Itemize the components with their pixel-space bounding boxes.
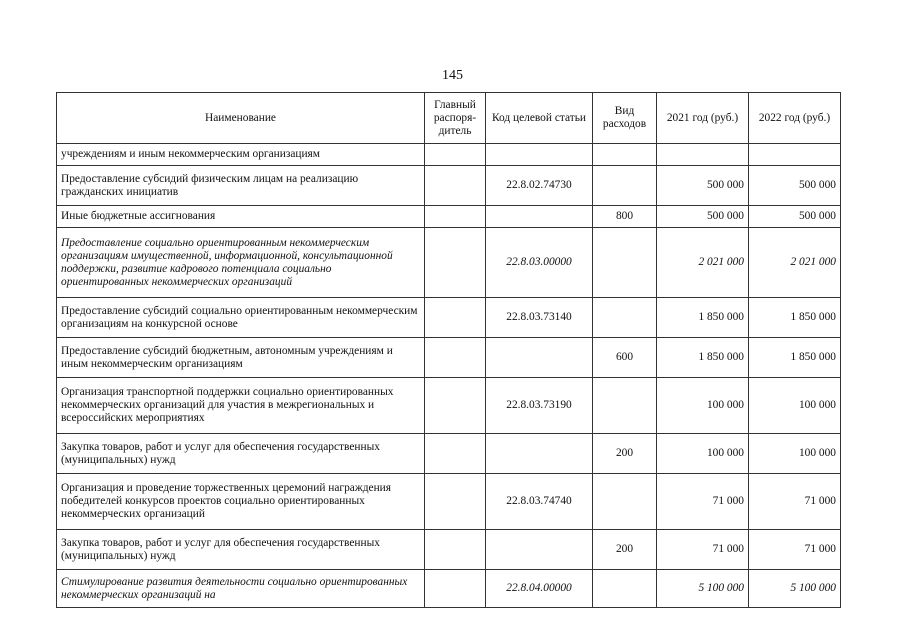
header-code: Код целевой статьи bbox=[486, 93, 593, 144]
cell-code: 22.8.03.73140 bbox=[486, 298, 593, 338]
cell-type bbox=[593, 378, 657, 434]
cell-code bbox=[486, 530, 593, 570]
cell-name: Стимулирование развития деятельности социально ориентированных некоммерческих организаций на bbox=[57, 570, 425, 608]
cell-name: Закупка товаров, работ и услуг для обеспечения государственных (муниципальных) нужд bbox=[57, 434, 425, 474]
cell-name: Иные бюджетные ассигнования bbox=[57, 206, 425, 228]
cell-admin bbox=[425, 166, 486, 206]
cell-y2022: 500 000 bbox=[749, 206, 841, 228]
header-type: Вид расходов bbox=[593, 93, 657, 144]
cell-code bbox=[486, 434, 593, 474]
table-row bbox=[57, 474, 841, 530]
cell-y2021: 500 000 bbox=[657, 166, 749, 206]
table-row bbox=[57, 338, 841, 378]
cell-type bbox=[593, 570, 657, 608]
cell-code bbox=[486, 206, 593, 228]
cell-admin bbox=[425, 474, 486, 530]
page-number: 145 bbox=[442, 68, 463, 83]
cell-name: учреждениям и иным некоммерческим организациям bbox=[57, 144, 425, 166]
table-body bbox=[57, 144, 841, 608]
cell-name: Предоставление субсидий социально ориентированным некоммерческим организациям на конкурсной основе bbox=[57, 298, 425, 338]
cell-type: 200 bbox=[593, 530, 657, 570]
cell-y2021: 5 100 000 bbox=[657, 570, 749, 608]
cell-type bbox=[593, 298, 657, 338]
cell-y2021: 71 000 bbox=[657, 474, 749, 530]
table-row bbox=[57, 570, 841, 608]
cell-admin bbox=[425, 298, 486, 338]
cell-y2022: 5 100 000 bbox=[749, 570, 841, 608]
budget-table bbox=[56, 92, 841, 608]
cell-y2022: 100 000 bbox=[749, 434, 841, 474]
cell-admin bbox=[425, 570, 486, 608]
cell-name: Закупка товаров, работ и услуг для обеспечения государственных (муниципальных) нужд bbox=[57, 530, 425, 570]
cell-y2021 bbox=[657, 144, 749, 166]
cell-admin bbox=[425, 338, 486, 378]
table-row bbox=[57, 530, 841, 570]
cell-name: Организация и проведение торжественных церемоний награждения победителей конкурсов проектов социально ориентированных некоммерческих организаций bbox=[57, 474, 425, 530]
cell-admin bbox=[425, 228, 486, 298]
cell-admin bbox=[425, 378, 486, 434]
cell-type: 200 bbox=[593, 434, 657, 474]
cell-code: 22.8.03.00000 bbox=[486, 228, 593, 298]
cell-y2021: 1 850 000 bbox=[657, 338, 749, 378]
cell-name: Предоставление социально ориентированным некоммерческим организациям имущественной, информационной, консультационной поддержки, развитие кадрового потенциала социально ориентированных некоммерческих организаций bbox=[57, 228, 425, 298]
cell-y2021: 100 000 bbox=[657, 378, 749, 434]
table-row bbox=[57, 166, 841, 206]
table-row bbox=[57, 228, 841, 298]
header-2022: 2022 год (руб.) bbox=[749, 93, 841, 144]
cell-y2022: 71 000 bbox=[749, 474, 841, 530]
table-row bbox=[57, 434, 841, 474]
table-row bbox=[57, 206, 841, 228]
cell-admin bbox=[425, 144, 486, 166]
cell-y2022: 100 000 bbox=[749, 378, 841, 434]
cell-admin bbox=[425, 530, 486, 570]
cell-y2022: 1 850 000 bbox=[749, 298, 841, 338]
cell-code: 22.8.03.73190 bbox=[486, 378, 593, 434]
cell-y2022: 500 000 bbox=[749, 166, 841, 206]
cell-type bbox=[593, 166, 657, 206]
cell-y2021: 100 000 bbox=[657, 434, 749, 474]
cell-y2022: 1 850 000 bbox=[749, 338, 841, 378]
cell-code: 22.8.03.74740 bbox=[486, 474, 593, 530]
cell-y2022: 2 021 000 bbox=[749, 228, 841, 298]
cell-y2021: 500 000 bbox=[657, 206, 749, 228]
cell-code bbox=[486, 338, 593, 378]
cell-y2021: 71 000 bbox=[657, 530, 749, 570]
cell-type: 600 bbox=[593, 338, 657, 378]
cell-type bbox=[593, 228, 657, 298]
cell-y2021: 1 850 000 bbox=[657, 298, 749, 338]
cell-y2022: 71 000 bbox=[749, 530, 841, 570]
header-admin: Главный распоря-дитель bbox=[425, 93, 486, 144]
cell-y2021: 2 021 000 bbox=[657, 228, 749, 298]
cell-type bbox=[593, 144, 657, 166]
header-2021: 2021 год (руб.) bbox=[657, 93, 749, 144]
cell-y2022 bbox=[749, 144, 841, 166]
cell-code bbox=[486, 144, 593, 166]
cell-code: 22.8.02.74730 bbox=[486, 166, 593, 206]
cell-name: Предоставление субсидий физическим лицам на реализацию гражданских инициатив bbox=[57, 166, 425, 206]
table-header-row bbox=[57, 93, 841, 144]
cell-type: 800 bbox=[593, 206, 657, 228]
cell-name: Предоставление субсидий бюджетным, автономным учреждениям и иным некоммерческим организациям bbox=[57, 338, 425, 378]
cell-name: Организация транспортной поддержки социально ориентированных некоммерческих организаций для участия в межрегиональных и всероссийских мероприятиях bbox=[57, 378, 425, 434]
cell-type bbox=[593, 474, 657, 530]
header-name: Наименование bbox=[57, 93, 425, 144]
cell-admin bbox=[425, 434, 486, 474]
table-row bbox=[57, 298, 841, 338]
table-row bbox=[57, 378, 841, 434]
table-row bbox=[57, 144, 841, 166]
cell-code: 22.8.04.00000 bbox=[486, 570, 593, 608]
cell-admin bbox=[425, 206, 486, 228]
